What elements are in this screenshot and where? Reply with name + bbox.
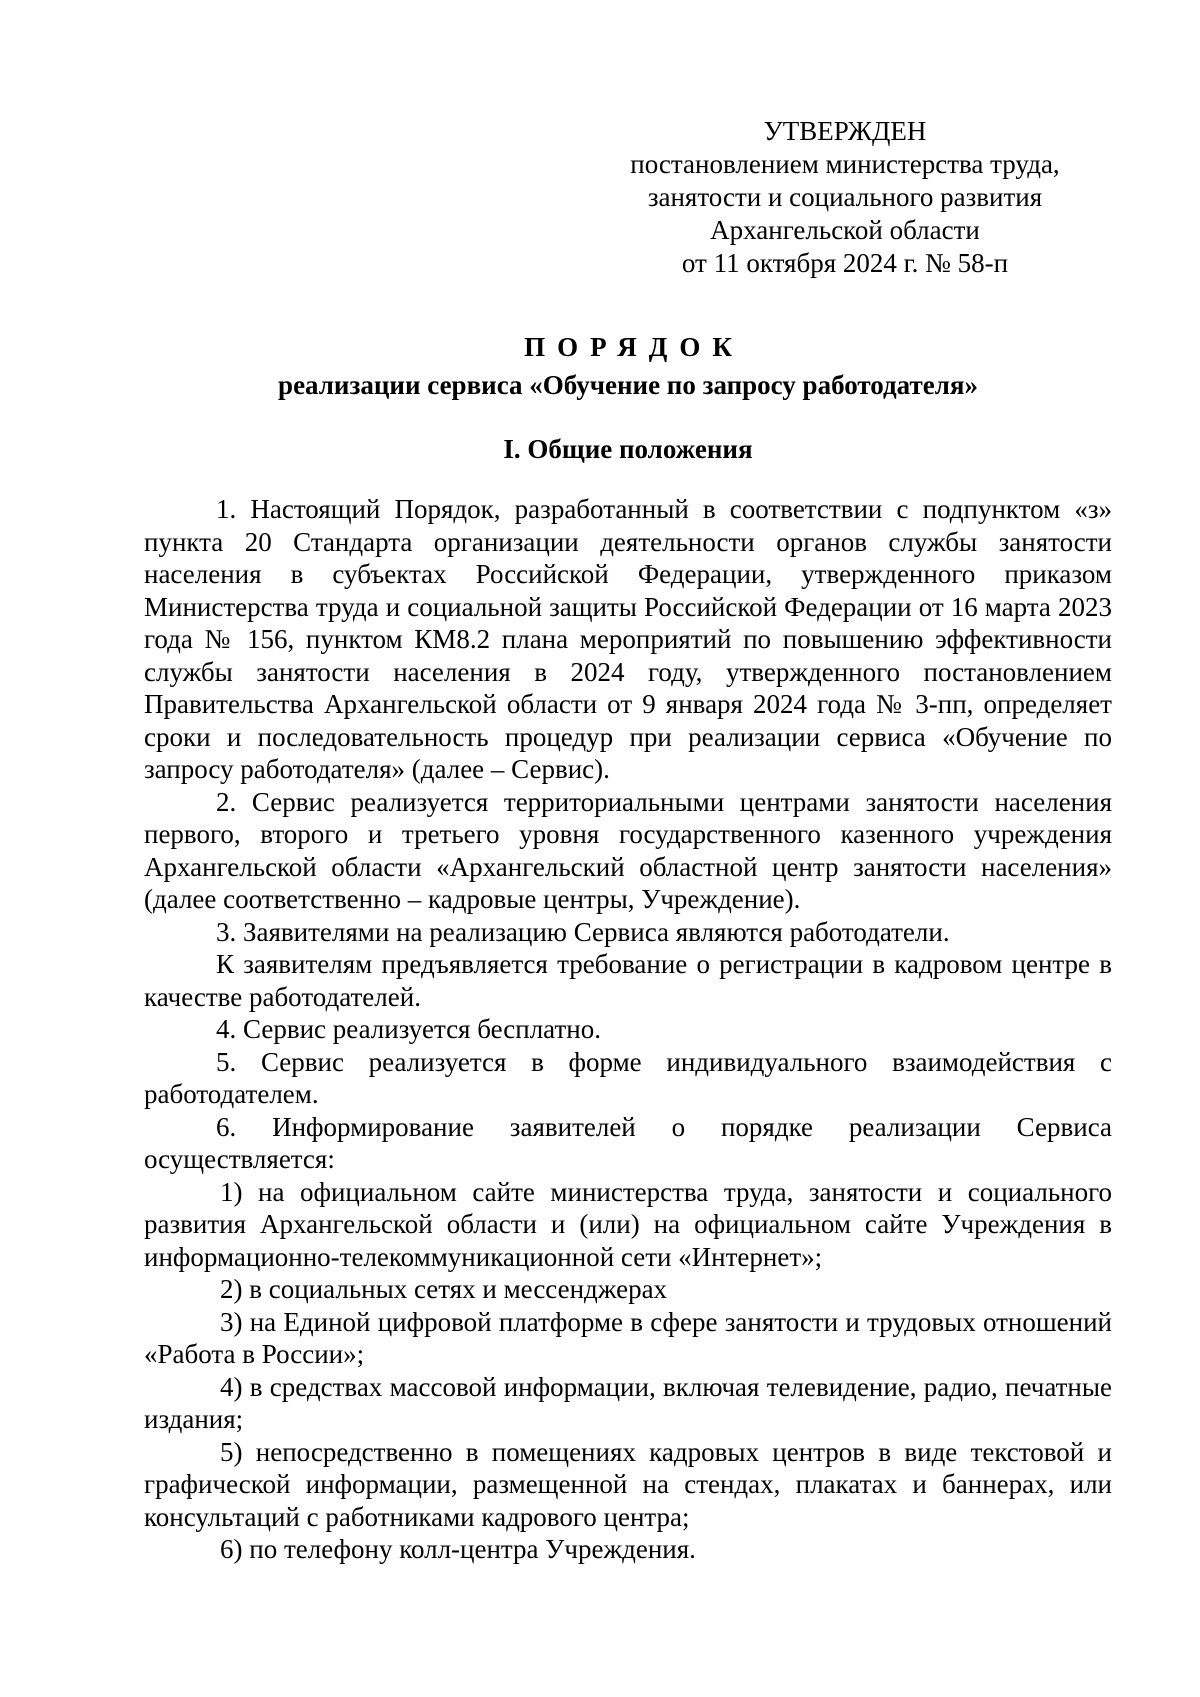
- list-item: 1) на официальном сайте министерства труда, занятости и социального развития Архангельской области и (или) на официальном сайте Учреждения в информационно-телекоммуникационной сети «Интернет»;: [144, 1176, 1112, 1272]
- paragraph: 2. Сервис реализуется территориальными центрами занятости населения первого, второго и третьего уровня государственного казенного учреждения Архангельской области «Архангельский областной центр занятости населения» (далее соответственно – кадровые центры, Учреждение).: [144, 786, 1112, 914]
- document-title: ПОРЯДОК: [524, 332, 744, 362]
- document-body: [144, 493, 1112, 1566]
- approval-date-number: от 11 октября 2024 г. № 58-п: [681, 248, 1009, 278]
- approval-stamp: [590, 115, 1100, 280]
- approval-line: занятости и социального развития: [647, 182, 1043, 212]
- list-item: 4) в средствах массовой информации, включая телевидение, радио, печатные издания;: [144, 1371, 1112, 1434]
- paragraph: 6. Информирование заявителей о порядке реализации Сервиса осуществляется:: [144, 1111, 1112, 1174]
- approval-line: Архангельской области: [710, 215, 980, 245]
- title-block: [144, 330, 1112, 402]
- approval-heading: УТВЕРЖДЕН: [763, 116, 927, 146]
- paragraph: 1. Настоящий Порядок, разработанный в соответствии с подпунктом «з» пункта 20 Стандарта организации деятельности органов службы занятости населения в субъектах Российской Федерации, утвержденного приказом Министерства труда и социальной защиты Российской Федерации от 16 марта 2023 года № 156, пунктом КМ8.2 плана мероприятий по повышению эффективности службы занятости населения в 2024 году, утвержденного постановлением Правительства Архангельской области от 9 января 2024 года № 3-пп, определяет сроки и последовательность процедур при реализации сервиса «Обучение по запросу работодателя» (далее – Сервис).: [144, 494, 1112, 784]
- list-item: 5) непосредственно в помещениях кадровых центров в виде текстовой и графической информации, размещенной на стендах, плакатах и баннерах, или консультаций с работниками кадрового центра;: [144, 1436, 1112, 1532]
- document-subtitle: реализации сервиса «Обучение по запросу работодателя»: [278, 370, 978, 400]
- paragraph: 4. Сервис реализуется бесплатно.: [216, 1014, 601, 1044]
- paragraph: К заявителям предъявляется требование о регистрации в кадровом центре в качестве работодателей.: [144, 949, 1112, 1012]
- section-heading: I. Общие положения: [503, 434, 753, 464]
- list-item: 3) на Единой цифровой платформе в сфере занятости и трудовых отношений «Работа в России»;: [144, 1306, 1112, 1369]
- paragraph: 3. Заявителями на реализацию Сервиса являются работодатели.: [216, 916, 950, 947]
- list-item: 2) в социальных сетях и мессенджерах: [220, 1274, 668, 1304]
- approval-line: постановлением министерства труда,: [630, 149, 1060, 179]
- list-item: 6) по телефону колл-центра Учреждения.: [220, 1534, 696, 1564]
- paragraph: 5. Сервис реализуется в форме индивидуального взаимодействия с работодателем.: [144, 1046, 1112, 1109]
